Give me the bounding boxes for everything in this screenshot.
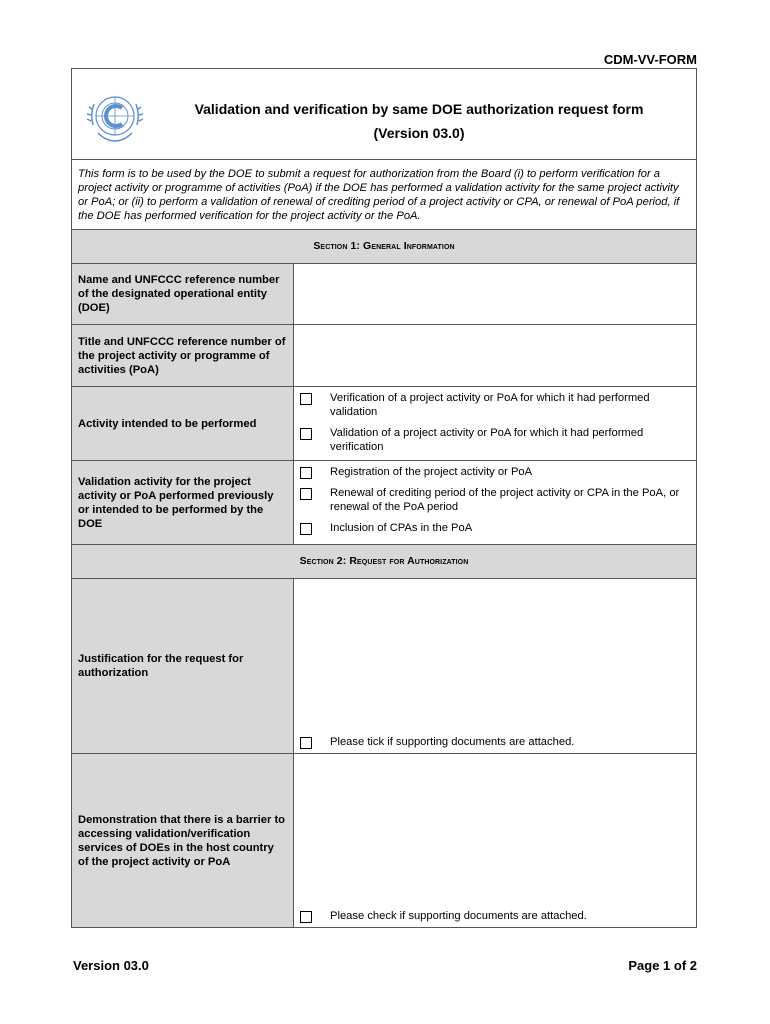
checkbox-icon[interactable] (300, 467, 312, 479)
doe-label: Name and UNFCCC reference number of the designated operational entity (DOE) (72, 264, 294, 324)
activity-option[interactable] (300, 426, 690, 454)
activity-label: Activity intended to be performed (72, 387, 294, 460)
unfccc-logo (84, 87, 146, 149)
checkbox-icon[interactable] (300, 428, 312, 440)
option-label: Verification of a project activity or PoA for which it had performed validation (330, 392, 650, 418)
footer-page-number: Page 1 of 2 (628, 958, 697, 973)
justification-row (72, 579, 696, 754)
barrier-field[interactable] (294, 754, 696, 927)
option-label: Inclusion of CPAs in the PoA (330, 522, 473, 534)
activity-option[interactable] (300, 391, 690, 419)
form-title: Validation and verification by same DOE authorization request form (194, 101, 644, 117)
validation-option[interactable] (300, 486, 690, 514)
option-label: Registration of the project activity or PoA (330, 466, 533, 478)
section-2-heading: Section 2: Request for Authorization (72, 545, 696, 579)
form-frame (71, 68, 697, 928)
intro-text: This form is to be used by the DOE to submit a request for authorization from the Board (i) to perform verification for a project activity or programme of activities (PoA) if the DOE has performed a validation activity for the same project activity or PoA; or (ii) to perform a validation of renewal of crediting period of a project activity or CPA, or renewal of PoA period, if the DOE has performed verification for the project activity or the PoA. (72, 160, 696, 230)
option-label: Please tick if supporting documents are attached. (330, 736, 575, 748)
validation-label: Validation activity for the project activity or PoA performed previously or intended to be performed by the DOE (72, 461, 294, 544)
checkbox-icon[interactable] (300, 737, 312, 749)
checkbox-icon[interactable] (300, 911, 312, 923)
validation-option[interactable] (300, 465, 690, 479)
validation-option[interactable] (300, 521, 690, 535)
form-code: CDM-VV-FORM (603, 52, 697, 67)
barrier-attachment-option[interactable] (300, 909, 690, 923)
activity-row (72, 387, 696, 461)
option-label: Renewal of crediting period of the project activity or CPA in the PoA, or renewal of the PoA period (330, 487, 680, 513)
form-version: (Version 03.0) (373, 125, 465, 141)
checkbox-icon[interactable] (300, 393, 312, 405)
activity-options (294, 387, 696, 460)
validation-options (294, 461, 696, 544)
project-title-label: Title and UNFCCC reference number of the project activity or programme of activities (PoA) (72, 325, 294, 386)
form-title-block (142, 97, 696, 145)
justification-label: Justification for the request for authorization (72, 579, 294, 753)
validation-row (72, 461, 696, 545)
section-1-heading: Section 1: General Information (72, 230, 696, 264)
checkbox-icon[interactable] (300, 488, 312, 500)
justification-field[interactable] (294, 579, 696, 753)
option-label: Please check if supporting documents are attached. (330, 910, 587, 922)
option-label: Validation of a project activity or PoA for which it had performed verification (330, 427, 644, 453)
project-title-row (72, 325, 696, 387)
project-title-field[interactable] (294, 325, 696, 386)
doe-row (72, 264, 696, 325)
checkbox-icon[interactable] (300, 523, 312, 535)
form-header (72, 69, 696, 160)
barrier-row (72, 754, 696, 927)
doe-field[interactable] (294, 264, 696, 324)
justification-attachment-option[interactable] (300, 735, 690, 749)
footer-version: Version 03.0 (73, 958, 149, 973)
barrier-label: Demonstration that there is a barrier to accessing validation/verification services of DOEs in the host country of the project activity or PoA (72, 754, 294, 927)
